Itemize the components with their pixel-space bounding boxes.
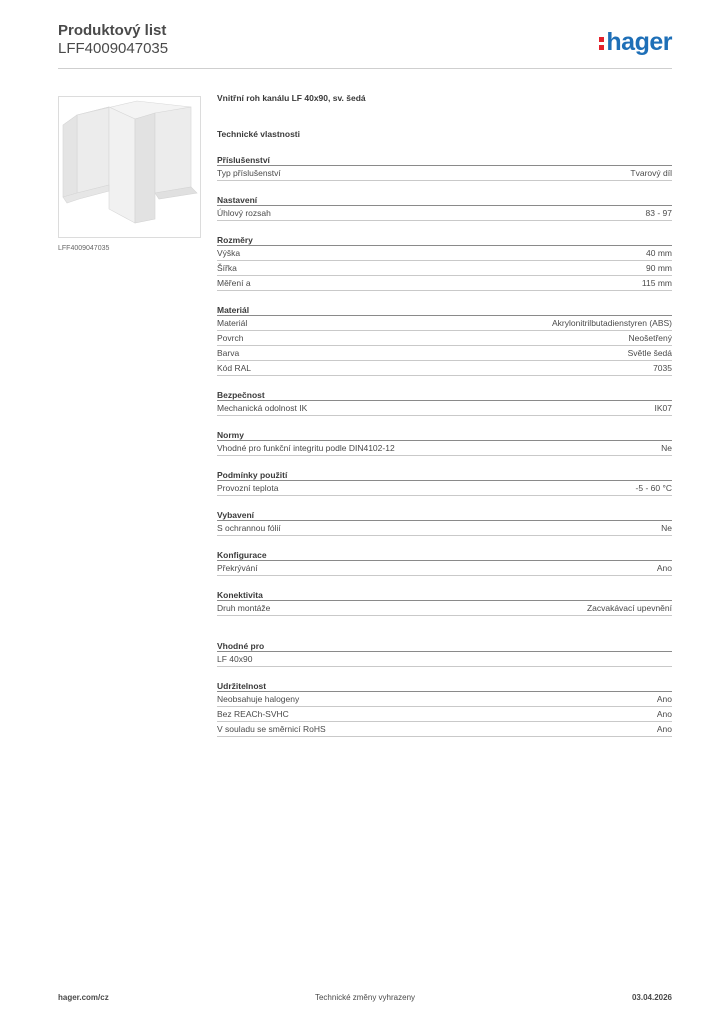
spec-row: [217, 652, 672, 667]
spec-value: Ne: [661, 523, 672, 533]
spec-row: [217, 206, 672, 221]
product-image: [58, 96, 201, 238]
section-title: Příslušenství: [217, 154, 672, 166]
spec-row: [217, 361, 672, 376]
spec-value: 115 mm: [641, 278, 672, 288]
section-configuration: [217, 549, 672, 576]
footer-website-link[interactable]: hager.com/cz: [58, 993, 109, 1002]
spec-row: [217, 521, 672, 536]
spec-value: Ano: [656, 709, 672, 719]
spec-row: [217, 481, 672, 496]
spec-value: IK07: [654, 403, 672, 413]
spec-value: Světle šedá: [627, 348, 672, 358]
spec-label: V souladu se směrnicí RoHS: [217, 724, 326, 734]
spec-row: [217, 441, 672, 456]
spec-value: 40 mm: [646, 248, 672, 258]
spec-row: [217, 276, 672, 291]
logo-dots-icon: [599, 35, 604, 51]
spec-row: [217, 707, 672, 722]
spec-value: Akrylonitrilbutadienstyren (ABS): [552, 318, 672, 328]
spec-value: Ano: [656, 563, 672, 573]
logo-text: hager: [606, 28, 672, 56]
spec-label: S ochrannou fólií: [217, 523, 281, 533]
spec-label: Provozní teplota: [217, 483, 279, 493]
spec-row: [217, 316, 672, 331]
document-title: Produktový list: [58, 22, 167, 39]
spec-row: [217, 346, 672, 361]
section-title: Konektivita: [217, 589, 672, 601]
spec-label: Povrch: [217, 333, 244, 343]
section-settings: [217, 194, 672, 221]
section-connectivity: [217, 589, 672, 616]
section-title: Nastavení: [217, 194, 672, 206]
spec-label: Neobsahuje halogeny: [217, 694, 300, 704]
spec-value: 83 - 97: [645, 208, 672, 218]
spec-value: Neošetřený: [628, 333, 672, 343]
spec-label: Materiál: [217, 318, 248, 328]
spec-label: Druh montáže: [217, 603, 271, 613]
spec-row: [217, 331, 672, 346]
spec-label: Měření a: [217, 278, 251, 288]
spec-label: Mechanická odolnost IK: [217, 403, 308, 413]
spec-row: [217, 722, 672, 737]
document-header: [58, 22, 168, 58]
spec-row: [217, 166, 672, 181]
spec-value: Ano: [656, 724, 672, 734]
section-title: Rozměry: [217, 234, 672, 246]
spec-row: [217, 561, 672, 576]
section-suitable-for: [217, 640, 672, 667]
spec-row: [217, 261, 672, 276]
footer-date: 03.04.2026: [631, 993, 672, 1002]
spec-row: [217, 401, 672, 416]
section-standards: [217, 429, 672, 456]
product-code: LFF4009047035: [58, 40, 169, 57]
section-safety: [217, 389, 672, 416]
section-material: [217, 304, 672, 376]
footer-note: Technické změny vyhrazeny: [314, 993, 416, 1002]
spec-label: Překrývání: [217, 563, 258, 573]
section-dimensions: [217, 234, 672, 291]
section-title: Vybavení: [217, 509, 672, 521]
product-name: Vnitřní roh kanálu LF 40x90, sv. šedá: [217, 93, 366, 103]
section-title: Materiál: [217, 304, 672, 316]
header-divider: [58, 68, 672, 69]
product-image-caption: LFF4009047035: [58, 245, 110, 252]
spec-label: LF 40x90: [217, 654, 253, 664]
spec-label: Kód RAL: [217, 363, 252, 373]
section-title: Konfigurace: [217, 549, 672, 561]
spec-value: Zacvakávací upevnění: [586, 603, 672, 613]
technical-properties-title: Technické vlastnosti: [217, 129, 300, 139]
spec-row: [217, 246, 672, 261]
spec-value: Tvarový díl: [630, 168, 672, 178]
spec-value: Ne: [661, 443, 672, 453]
spec-label: Výška: [217, 248, 241, 258]
spec-row: [217, 601, 672, 616]
spec-label: Bez REACh-SVHC: [217, 709, 289, 719]
spec-label: Úhlový rozsah: [217, 208, 271, 218]
spec-row: [217, 692, 672, 707]
spec-value: Ano: [656, 694, 672, 704]
section-operating-conditions: [217, 469, 672, 496]
spec-label: Vhodné pro funkční integritu podle DIN4102-12: [217, 443, 395, 453]
section-title: Bezpečnost: [217, 389, 672, 401]
section-sustainability: [217, 680, 672, 737]
spec-value: -5 - 60 °C: [635, 483, 672, 493]
spec-label: Barva: [217, 348, 240, 358]
section-accessories: [217, 154, 672, 181]
spec-value: 7035: [653, 363, 672, 373]
hager-logo: [599, 28, 672, 57]
section-title: Normy: [217, 429, 672, 441]
product-details: [217, 93, 672, 737]
inner-corner-duct-icon: [59, 97, 200, 237]
section-title: Vhodné pro: [217, 640, 672, 652]
spec-value: 90 mm: [646, 263, 672, 273]
section-title: Podmínky použití: [217, 469, 672, 481]
spec-label: Typ příslušenství: [217, 168, 281, 178]
section-equipment: [217, 509, 672, 536]
section-title: Udržitelnost: [217, 680, 672, 692]
spec-label: Šířka: [217, 263, 237, 273]
